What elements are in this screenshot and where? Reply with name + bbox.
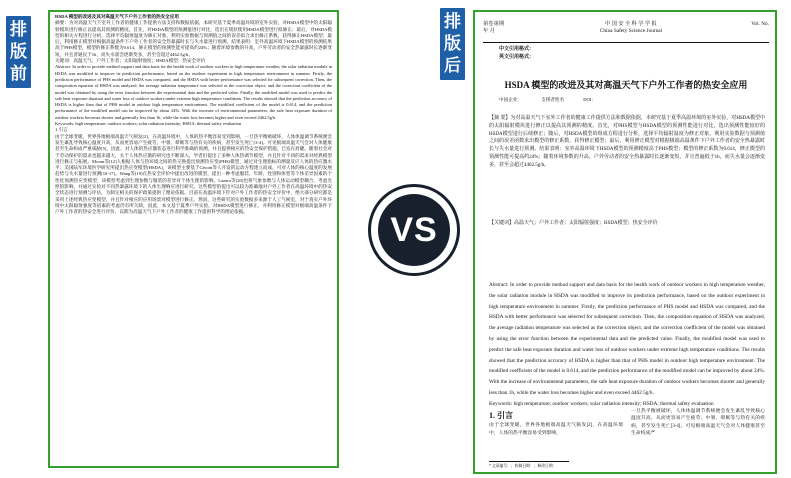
- after-layout-badge: [440, 8, 465, 80]
- header-vol-no: Vol. No.: [751, 21, 769, 27]
- left-doc-cn-keywords: 关键词：高温天气；户外工作者；太阳辐射强度；HSDA模型；热安全评价: [55, 58, 206, 64]
- en-abstract: [489, 280, 765, 410]
- footnote: * 文章编号：；收稿日期：；修改日期：: [489, 464, 557, 468]
- before-label: 排版前: [10, 20, 27, 84]
- left-doc-en-keywords: Keywords: high temperature; outdoor workers; solar radiation intensity; HSDA; thermal safety evaluation: [55, 121, 242, 127]
- section-heading: 1. 引言: [489, 411, 513, 420]
- left-doc-en-abstract: Abstract: In order to provide method support and data basis for the health work of outdoor workers in high temperature weather, the solar radiation module in HSDA was modified to improve its prediction performance, based on the outdoor experiment in high temperature environment in summer. Firstly, the prediction performance of PHS model and HSDA was compared, and the HSDA with better performance was selected for subsequent correction. Then, the composition equation of HSDA was analyzed, the average radiation temperature was selected as the correction object, and the correction coefficient of the model was obtained by using the error function between the experimental data and the predicted value. Finally, the modified model was used to predict the safe heat exposure duration and water loss of outdoor workers under extreme high temperature conditions. The results showed that the prediction accuracy of HSDA is higher than that of PHS model in outdoor high temperature environment. The modified coefficient of the model is 0.614, and the prediction performance of the modified model can be improved by about 24%. With the increase of environmental parameters, the safe heat exposure duration of outdoor workers becomes shorter and generally less than 1h, while the water loss becomes higher and even exceed 4462.5g/h.: [55, 64, 332, 120]
- header-volume-issue: 第卷第期 年 月: [483, 21, 505, 34]
- doi-label: DOI：: [583, 97, 597, 102]
- body-column-right: [631, 408, 765, 437]
- footnote-rule: [489, 461, 569, 462]
- left-doc-section-heading: 1.引言: [55, 127, 68, 133]
- before-layout-badge: [6, 16, 31, 88]
- body-column-left-text: 由于全球变暖，世界各地极端高温天气频发[2]，在高温环境中，人体的热平衡容易受到影响，: [489, 423, 623, 436]
- body-column-left: [489, 412, 623, 437]
- after-layout-document: [473, 10, 777, 474]
- left-doc-title: HSDA 模型的改进及其对高温天气下户外工作者的热安全应用: [55, 14, 179, 19]
- cn-keywords: 【关键词】高温天气；户外工作者；太阳辐射强度；HSDA模型；热安全评价: [489, 221, 658, 226]
- body-column-right-text: 一旦热平衡被破坏，人体体温调节系统便会发生紊乱导致核心温度升高，从而更容易产生疲劳、中暑、晕厥等与热有关的疾病，甚至发生死亡[3-4]。可见极端高温天气会对人体健康甚至生命构成严: [631, 409, 765, 436]
- after-label: 排版后: [444, 12, 461, 76]
- en-citation-format: 英文引用格式：: [499, 54, 535, 60]
- author-affiliation: 中国企业：: [499, 97, 522, 102]
- citation-format-block: [499, 46, 534, 61]
- cn-citation-format: 中文引用格式：: [499, 47, 535, 52]
- author-name: 支援者姓名: [541, 97, 565, 102]
- paper-title: HSDA 模型的改进及其对高温天气下户外工作者的热安全应用: [504, 80, 748, 90]
- journal-header: [483, 20, 769, 43]
- left-doc-cn-abstract: 摘要：为对高温天气下室外工作者的健康工作提供方法支持和数据依据，本研究基于夏季高温环境的室外实验，对HSDA模型中的太阳辐射模块进行修正以提高其预测的精度。首先，对HSDA模型的预测值进行对比，选出在现状使用HSDA模型进行拟修正；最后，对HSDA模型的相关方程进行分析，选择平均辐射温度为修正对象，利用实验数据与预测值之间的误差拟合求出修正系数，获得修正HSDA模型；最后，利用修正模型对根据高温条件下户外工作者的安全热暴露时长与失水量进行预测。结果表明：室外高温环境下HSDA模型的预测结果高于PHS模型，模型的修正系数为0.614，修正模型的预测性能可提高约24%；随着环境参数的升高，户外劳动者的安全热暴露时长逐渐变短，并且普通民于1h，而失水量会逐渐变多，甚至会超过4462.5g/h。: [55, 20, 332, 57]
- author-line: [499, 97, 614, 103]
- vs-badge: [368, 184, 460, 276]
- before-layout-document: [48, 10, 339, 468]
- en-keywords: Keywords: high temperature; outdoor workers; solar radiation intensity; HSDA; thermal safety evaluation: [489, 400, 714, 407]
- cn-abstract: 【摘 要】为对高温天气下室外工作者的健康工作提供方法和数据依据，本研究基于夏季高温环境的室外实验，对HSDA模型中的太阳辐射模块进行修正以提高其预测的精度。首先，对PHS模型与HSDA模型的预测性能进行对比，选出预测性能较好的HSDA模型进行后续修正；随后，对HSDA模型的组成方程进行分析，选择平均辐射温度为修正对象，利用实验数据与预测值之间的误差函数求出模型的修正系数，获得修正模型；最后，利用修正模型对根据极端高温条件下户外工作者的安全热暴露时长与失水量进行预测。结果表明：室外高温环境下HSDA模型的预测精度高于PHS模型；模型的修正系数为0.614，修正模型的预测性能可提高约24%；随着环境参数的升高，户外劳动者的安全热暴露时长逐渐变短，并且普遍低于1h，而失水量会逐渐变多，甚至会超过4462.5g/h。: [489, 116, 765, 168]
- left-doc-body: 由于全球变暖，世界各地极端高温天气频发[2]，在高温环境中，人体的热平衡容易受到影响，一旦热平衡被破坏，人体体温调节系统便会发生紊乱导致核心温度升高，从而更容易产生疲劳、中暑、晕厥等与热有关的疾病，甚至发生死亡[3-4]。可见极端高温天气会对人体健康甚至生命构成严重威胁[5]，因此，对人体的热应激状态进行科学准确的预测，并且提供相应的热安全保护措施，已迫在眉睫。随着社会对于劳动保护的需求也越来越大，关于人体热应激的研究也不断深入，学者们提出了多种人体热调节模型，并且针对不同的需求对经典模型进行修正与拓展。Moran等[12]人根据人体与热环境之间的热交换提出预测热应变(PHS)模型，通过对生理指标的测量反应人体的热应激水平；美国陆军环境医学研究所提出热应变模型(HSDA)，该模型主要基于Givoni等人开发的运动方程建立而成，可对人体的核心温度的发展趋势与失水量进行预测[16-17]。Wang等[19]在热安全评价中提出改进的模型，提出一种考虑服装、年龄、性别和体型等个体差异因素的个性化预测热应变模型，该模型考虑到生理参数与服装的差异对个体生理的影响。Lazaro等[20]也将气象参数与人体运动模型耦合，考虑光照的影响，并通过实验对不同热暴露环境下的人体生理响应进行研究。这些模型的提出可以较为准确地对户外工作者在高温环境中的热安全状态进行预测与评估，为制定相关的保护政策提供了理论依据。目前在高温环境下针对户外工作者的热安全评价中，绝大部分研究都是采用上述经典热应变模型，并且针对相应的应用场景对模型进行修正。然而，这些研究的实验数据多来源于人工气候室，对于真实户外环境中太阳辐射强度等因素的考虑仍有所欠缺，因此，本文基于夏季户外实验，对HSDA模型进行修正，并利用修正模型对极端高温条件下户外工作者的热安全进行评价，以期为高温天气下户外工作者的健康工作提供科学的理论依据。: [55, 133, 332, 215]
- header-journal-name: 中 国 安 全 科 学 学 报 China Safety Science Journal: [599, 21, 663, 34]
- en-abstract-text: Abstract: In order to provide method support and data basis for the health work of outdoor workers in high temperature weather, the solar radiation module in HSDA was modified to improve its prediction performance, based on the outdoor experiment in high temperature environment in summer. Firstly, the prediction performance of PHS model and HSDA was compared, and the HSDA with better performance was selected for subsequent correction. Then, the composition equation of HSDA was analyzed, the average radiation temperature was selected as the correction object, and the correction coefficient of the model was obtained by using the error function between the experimental data and the predicted value. Finally, the modified model was used to predict the safe heat exposure duration and water loss of outdoor workers under extreme high temperature conditions. The results showed that the prediction accuracy of HSDA is higher than that of PHS model in outdoor high temperature environment. The modified coefficient of the model is 0.614, and the prediction performance of the modified model can be improved by about 24%. With the increase of environmental parameters, the safe heat exposure duration of outdoor workers becomes shorter and generally less than 1h, while the water loss becomes higher and even exceed 4462.5g/h.: [489, 282, 765, 396]
- vs-label: VS: [378, 194, 450, 266]
